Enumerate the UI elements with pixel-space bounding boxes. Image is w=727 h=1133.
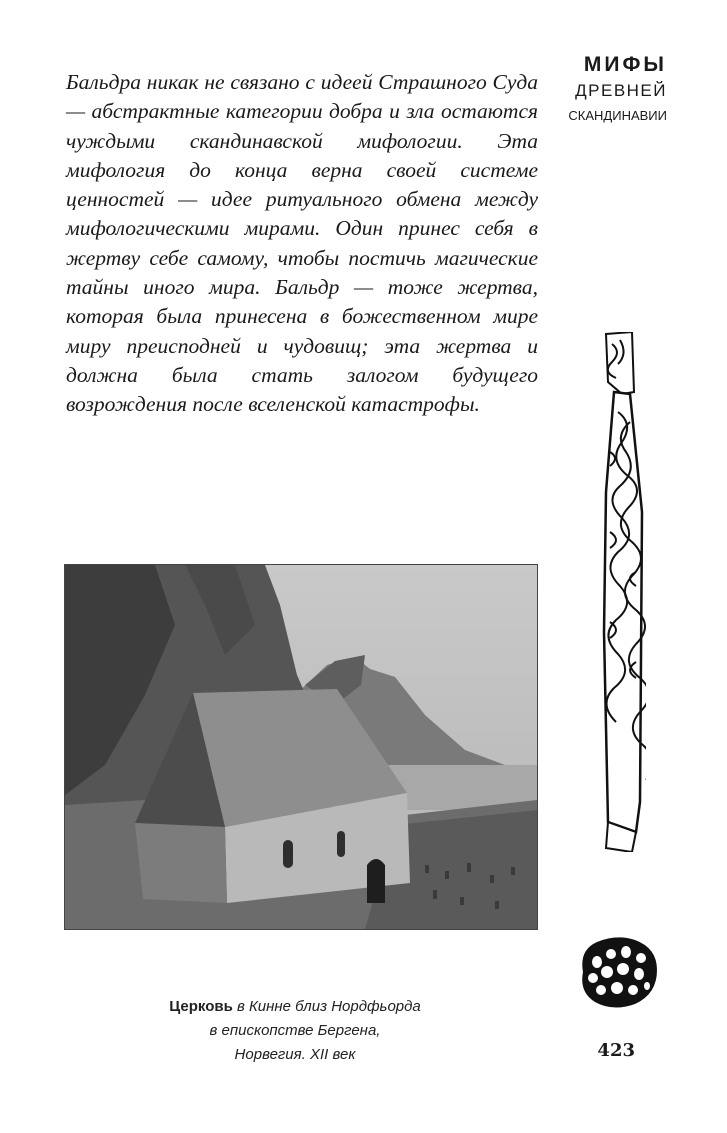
carved-panel-illustration [596,332,646,856]
church-photo-drawing [65,565,537,929]
body-paragraph: Бальдра никак не связано с идеей Страшного Суда — абстрактные категории добра и зла остаются чуждыми скандинавской мифологии. Эта мифология до конца верна своей системе ценностей — идее ритуального обмена между мифологическими мирами. Один принес себя в жертву себе самому, чтобы постичь магические тайны иного мира. Бальдр — тоже жертва, которая была принесена в божественном мире миру преисподней и чудовищ; эта жертва и должна была стать залогом будущего возрождения после вселенской катастрофы. [66,70,538,417]
caption-line-1-rest: в Кинне близ Нордфьорда [236,998,421,1015]
page-number: 423 [597,1040,635,1061]
body-text [66,68,538,420]
caption-bold: Церковь [169,998,233,1015]
decorative-ornament-icon [573,932,663,1016]
photo-caption [140,995,450,1067]
caption-line-1 [140,995,450,1019]
caption-line-3: Норвегия. XII век [234,1046,356,1063]
header-subtitle-2: СКАНДИНАВИИ [568,108,667,123]
church-photo [64,564,538,930]
header-subtitle: ДРЕВНЕЙ [575,81,667,100]
caption-line-2: в епископстве Бергена, [209,1022,381,1039]
header-title: МИФЫ [583,53,667,76]
section-header [568,52,667,128]
